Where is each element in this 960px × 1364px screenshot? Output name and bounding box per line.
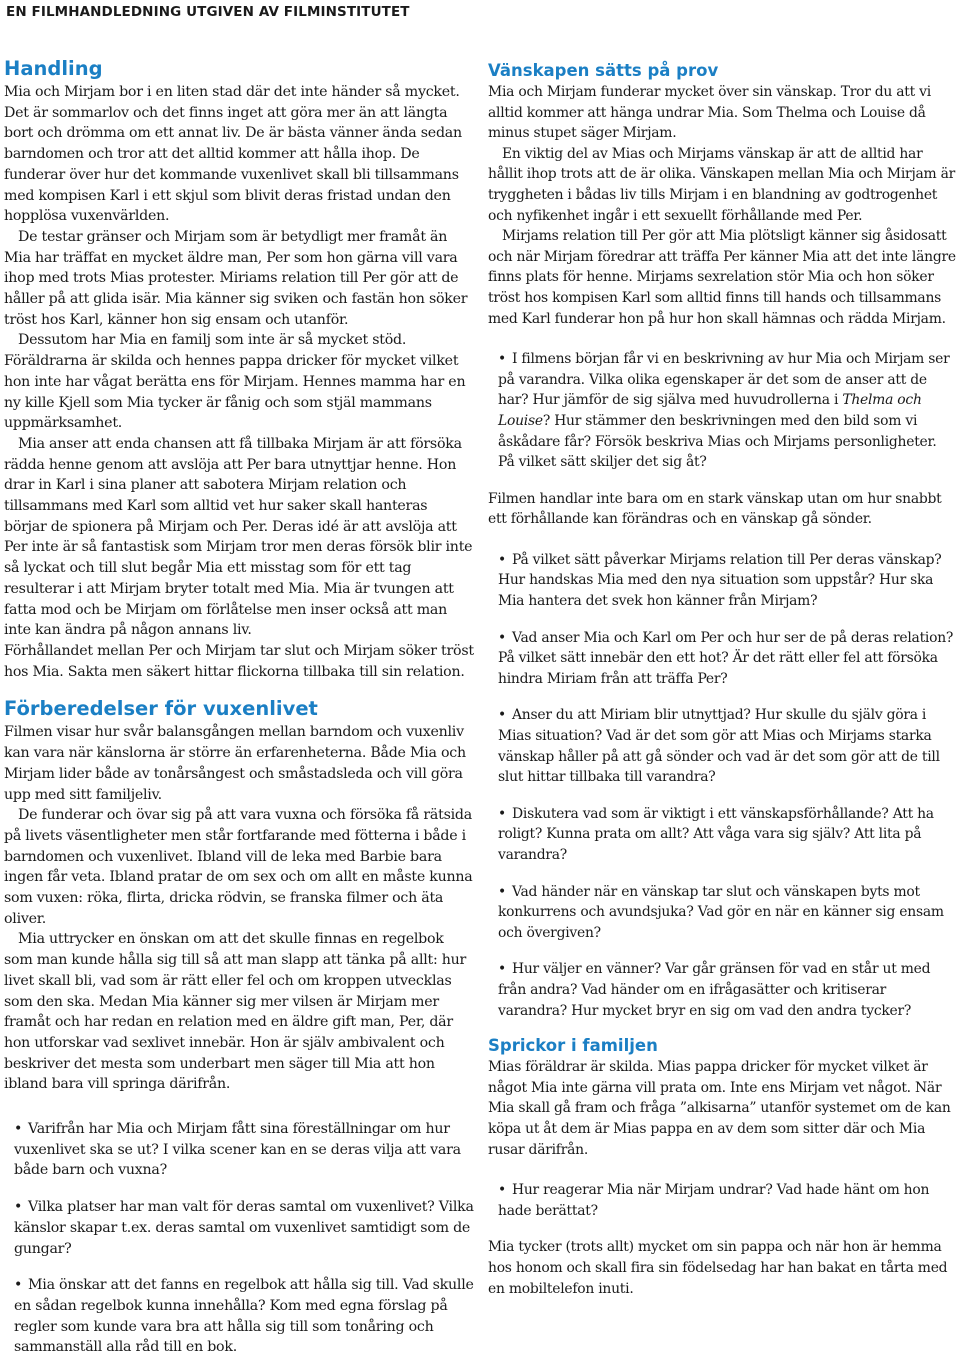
bullet-icon: • [498, 1182, 506, 1199]
paragraph: De testar gränser och Mirjam som är betydligt mer framåt än Mia har träffat en mycket äldre man, Per som hon gärna vill vara ihop med trots Mias protester. Miriams relation till Per gör att de håller på att glida isär. Mia känner sig sviken och fastän hon söker tröst hos Karl, känner hon sig ensam och utanför. [4, 228, 468, 328]
bullet-icon: • [14, 1199, 23, 1216]
paragraph: Filmen visar hur svår balansgången mellan barndom och vuxenliv kan vara när känslorna är större än erfarenheterna. Både Mia och Mirjam lider både av tonårsångest och småstadsleda och vill göra upp med sitt familjeliv. [4, 724, 466, 803]
discussion-question [4, 1197, 474, 1259]
section-title-vanskapen: Vänskapen sätts på prov [488, 61, 719, 80]
paragraph: Mia och Mirjam bor i en liten stad där det inte händer så mycket. Det är sommarlov och det finns inget att göra mer än att längta bort och drömma om ett annat liv. De är bästa vänner ända sedan barndomen och tror att det alltid kommer att hålla ihop. De funderar över hur det kommande vuxenlivet skall bli tillsammans med kompisen Karl i ett skjul som blivit deras fristad undan den hopplösa vuxenvärlden. [4, 84, 462, 225]
discussion-question [488, 804, 956, 866]
paragraph: Filmen handlar inte bara om en stark vänskap utan om hur snabbt ett förhållande kan förändras och en vänskap gå sönder. [488, 490, 942, 528]
question-text: På vilket sätt påverkar Mirjams relation till Per deras vänskap? Hur handskas Mia med den nya situation som uppstår? Hur ska Mia hantera det svek hon känner från Mirjam? [498, 551, 942, 610]
bullet-icon: • [498, 805, 506, 822]
bullet-icon: • [14, 1277, 23, 1294]
question-text: Vilka platser har man valt för deras samtal om vuxenlivet? Vilka känslor skapar t.ex. deras samtal om vuxenlivet samtidigt som de gungar? [14, 1199, 474, 1257]
discussion-question [488, 1180, 956, 1221]
bullet-icon: • [498, 629, 506, 646]
discussion-question [4, 1275, 474, 1358]
paragraph: Mia tycker (trots allt) mycket om sin pappa och när hon är hemma hos honom och skall fira sin födelsedag har han bakat en tårta med en mobiltelefon inuti. [488, 1239, 948, 1297]
paragraph: Mia uttrycker en önskan om att det skulle finnas en regelbok som man kunde hålla sig till så att man slapp att tänka på allt: hur livet skall bli, vad som är rätt eller fel och om kroppen utvecklas som den ska. Medan Mia känner sig mer vilsen är Mirjam mer framåt och har redan en relation med en äldre gift man, Per, där hon utforskar vad sexlivet innebär. Hon är själv ambivalent och beskriver det mesta som underbart men säger till Mia att hon ibland bara vill springa därifrån. [4, 931, 467, 1093]
section-title-forberedelser: Förberedelser för vuxenlivet [4, 697, 318, 721]
question-text: Anser du att Miriam blir utnyttjad? Hur skulle du själv göra i Mias situation? Vad är det som gör att Mias och Mirjams starka vänskap håller på att gå sönder och vad är det som gör att de till slut hittar tillbaka till varandra? [498, 707, 940, 786]
question-text: I filmens början får vi en beskrivning av hur Mia och Mirjam ser på varandra. Vilka olika egenskaper är det som de anser att de har? Hur jämför de sig själva med huvudrollerna i [498, 351, 950, 409]
bullet-icon: • [498, 351, 506, 368]
discussion-question [488, 349, 956, 473]
question-text: Vad händer när en vänskap tar slut och vänskapen byts mot konkurrens och avundsjuka? Vad gör en när en känner sig ensam och övergiven? [498, 883, 944, 941]
film-title: Thelma och Louise [498, 392, 922, 429]
question-text: Mia önskar att det fanns en regelbok att hålla sig till. Vad skulle en sådan regelbok kunna innehålla? Kom med egna förslag på regler som kunde vara bra att hålla sig till som tonåring och sammanställ alla råd till en bok. [14, 1277, 474, 1356]
bullet-icon: • [498, 707, 506, 724]
paragraph: Mia och Mirjam funderar mycket över sin vänskap. Tror du att vi alltid kommer att hänga undrar Mia. Som Thelma och Louise då minus stupet säger Mirjam. [488, 84, 931, 142]
paragraph: En viktig del av Mias och Mirjams vänskap är att de alltid har hållit ihop trots att de är olika. Vänskapen mellan Mia och Mirjam är tryggheten i bådas liv tills Mirjam i en blandning av godtrogenhet och nyfikenhet ingår i ett sexuellt förhållande med Per. [488, 145, 956, 224]
paragraph: Förhållandet mellan Per och Mirjam tar slut och Mirjam söker tröst hos Mia. Sakta men säkert hittar flickorna tillbaka till sin relation. [4, 642, 474, 680]
paragraph: Dessutom har Mia en familj som inte är så mycket stöd. Föräldrarna är skilda och hennes pappa dricker för mycket vilket hon inte har vågat berätta ens för Mirjam. Hennes mamma har en ny kille Kjell som Mia tycker är fånig och som stjäl mammans uppmärksamhet. [4, 332, 466, 432]
question-text: Diskutera vad som är viktigt i ett vänskapsförhållande? Att ha roligt? Kunna prata om allt? Att våga vara sig själv? Att lita på varandra? [498, 805, 934, 863]
discussion-question [488, 550, 956, 612]
bullet-icon: • [14, 1121, 23, 1138]
discussion-question [488, 628, 956, 690]
paragraph: Mirjams relation till Per gör att Mia plötsligt känner sig åsidosatt och när Mirjam föredrar att träffa Per känner Mia att det inte längre finns plats för henne. Mirjams sexrelation stör Mia och hon söker tröst hos kompisen Karl som alltid finns till hands och tillsammans med Karl funderar hon på hur hon skall hämnas och rädda Mirjam. [488, 228, 956, 327]
section-title-handling: Handling [4, 57, 103, 80]
paragraph: De funderar och övar sig på att vara vuxna och försöka få rätsida på livets väsentligheter men står fortfarande med fötterna i både i barndomen och vuxenlivet. Ibland vill de leka med Barbie bara ingen får veta. Ibland pratar de om sex och om allt en måste kunna som vuxen: röka, flirta, dricka rödvin, se franska filmer och äta oliver. [4, 807, 473, 927]
question-text: Varifrån har Mia och Mirjam fått sina föreställningar om hur vuxenlivet ska se ut? I vilka scener kan en se deras vilja att vara både barn och vuxna? [14, 1121, 461, 1179]
bullet-icon: • [498, 961, 506, 978]
discussion-question [488, 705, 956, 787]
discussion-question [488, 882, 956, 944]
paragraph: Mias föräldrar är skilda. Mias pappa dricker för mycket vilket är något Mia inte gärna vill prata om. Inte ens Mirjam vet något. När Mia skall gå fram och fråga ”alkisarna” utanför systemet om de kan köpa ut åt dem är Mias pappa en av dem som sitter där och Mia rusar därifrån. [488, 1059, 951, 1158]
right-column [488, 60, 956, 1299]
left-column [4, 56, 474, 1358]
discussion-question [488, 959, 956, 1021]
publication-header: EN FILMHANDLEDNING UTGIVEN AV FILMINSTITUTET [6, 4, 410, 20]
bullet-icon: • [498, 551, 506, 568]
paragraph: Mia anser att enda chansen att få tillbaka Mirjam är att försöka rädda henne genom att avslöja att Per bara utnyttjar henne. Hon drar in Karl i sina planer att sabotera Mirjam relation och tillsammans med Karl som alltid vet hur saker skall hanteras börjar de spionera på Mirjam och Per. Deras idé är att avslöja att Per inte är så fantastisk som Mirjam tror men deras försök blir inte så lyckat och till slut begår Mia ett misstag som för ett tag resulterar i att Mirjam bryter totalt med Mia. Mia är tvungen att fatta mod och be Mirjam om förlåtelse men inser också att man inte kan ändra på någon annans liv. [4, 435, 473, 639]
question-text: Hur väljer en vänner? Var går gränsen för vad en står ut med från andra? Vad händer om en ifrågasätter och kritiserar varandra? Hur mycket bryr en sig om vad den andra tycker? [498, 961, 931, 1019]
discussion-question [4, 1119, 474, 1181]
question-text: Vad anser Mia och Karl om Per och hur ser de på deras relation? På vilket sätt innebär den ett hot? Är det rätt eller fel att försöka hindra Miriam från att träffa Per? [498, 629, 954, 687]
question-text: Hur reagerar Mia när Mirjam undrar? Vad hade hänt om hon hade berättat? [498, 1182, 930, 1219]
bullet-icon: • [498, 883, 506, 900]
question-text: ? Hur stämmer den beskrivningen med den bild som vi åskådare får? Försök beskriva Mias och Mirjams personligheter. På vilket sätt skiljer det sig åt? [498, 412, 937, 471]
section-title-sprickor: Sprickor i familjen [488, 1036, 658, 1056]
